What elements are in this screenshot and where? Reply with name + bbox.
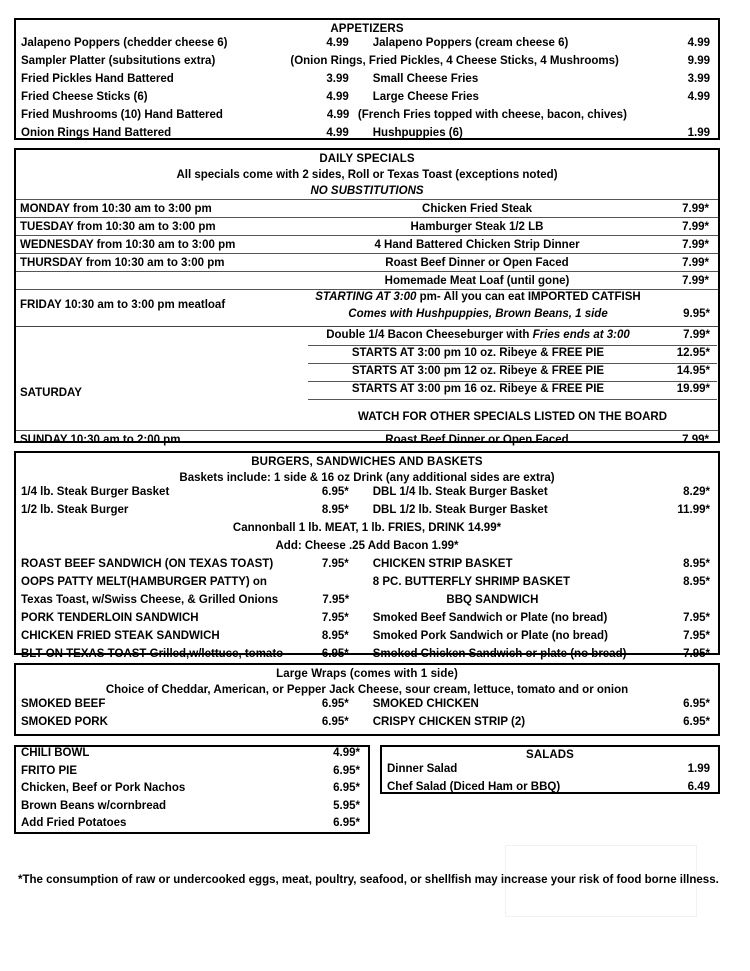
item-name: Sampler Platter (subsitutions extra)	[21, 55, 216, 67]
item-name: BLT ON TEXAS TOAST Grilled,w/lettuce, tomato	[21, 648, 284, 660]
special-day: FRIDAY 10:30 am to 3:00 pm meatloaf	[20, 299, 226, 311]
item-name: Chef Salad (Diced Ham or BBQ)	[387, 780, 561, 793]
item-name: Fried Cheese Sticks (6)	[21, 91, 148, 103]
item-name: Smoked Beef Sandwich or Plate (no bread)	[372, 612, 608, 624]
wraps-title: Large Wraps (comes with 1 side)	[276, 668, 458, 680]
item-name: Chicken, Beef or Pork Nachos	[21, 782, 186, 794]
appetizers-section	[14, 18, 720, 140]
item-price: 4.99	[687, 91, 711, 103]
appetizers-title: APPETIZERS	[330, 23, 404, 35]
item-name: CHILI BOWL	[21, 747, 90, 759]
item-price: 1.99	[687, 763, 710, 775]
special-row-tuesday	[16, 217, 718, 235]
menu-item-row	[16, 800, 368, 818]
special-price: 7.99*	[682, 433, 709, 446]
item-name: Fried Pickles Hand Battered	[21, 73, 174, 85]
item-name: 1/2 lb. Steak Burger	[21, 504, 129, 516]
saturday-item-0	[308, 329, 648, 341]
menu-item-row	[16, 765, 368, 783]
item-price: 8.95*	[683, 576, 711, 588]
special-row-thursday	[16, 253, 718, 271]
saturday-price-3: 19.99*	[676, 383, 710, 395]
friday-start-time: STARTING AT 3:00	[315, 291, 417, 303]
item-price: 7.95*	[683, 630, 711, 642]
row-divider	[308, 363, 717, 364]
special-description: Roast Beef Dinner or Open Faced	[385, 256, 569, 269]
item-name: DBL 1/2 lb. Steak Burger Basket	[372, 504, 548, 516]
special-price: 7.99*	[682, 238, 709, 251]
item-name: Fried Mushrooms (10) Hand Battered	[21, 109, 223, 121]
item-price: 7.95*	[321, 612, 349, 624]
menu-item-row	[16, 817, 368, 835]
wraps-section	[14, 663, 720, 736]
special-row-sunday	[16, 430, 718, 448]
item-name: CHICKEN FRIED STEAK SANDWICH	[21, 630, 220, 642]
burgers-title: BURGERS, SANDWICHES AND BASKETS	[251, 456, 483, 468]
item-price: 4.99	[687, 37, 711, 49]
friday-catfish-text: pm- All you can eat IMPORTED CATFISH	[416, 291, 641, 303]
item-price: 7.95*	[683, 648, 711, 660]
item-price: 6.95*	[333, 817, 360, 829]
item-name: Jalapeno Poppers (chedder cheese 6)	[21, 37, 228, 49]
saturday-item-1: STARTS AT 3:00 pm 10 oz. Ribeye & FREE PIE	[351, 347, 605, 359]
no-substitutions-note: NO SUBSTITUTIONS	[310, 185, 424, 197]
item-price: 6.95*	[321, 698, 349, 710]
item-price: 6.95*	[333, 764, 360, 777]
menu-item-row	[16, 91, 718, 109]
menu-item-row	[16, 716, 718, 734]
item-name: Smoked Chicken Sandwich or plate (no bread)	[372, 648, 627, 660]
item-price: 6.95*	[683, 698, 711, 710]
special-row-wednesday	[16, 235, 718, 253]
special-day: SATURDAY	[20, 387, 82, 399]
item-price: 3.99	[326, 73, 349, 85]
special-description: Homemade Meat Loaf (until gone)	[384, 274, 570, 287]
special-description-line1	[308, 291, 648, 303]
special-price: 7.99*	[682, 220, 709, 233]
menu-item-row	[16, 504, 718, 522]
item-name: BBQ SANDWICH	[446, 594, 539, 606]
specials-grid	[16, 199, 718, 448]
special-price: 9.95*	[683, 308, 710, 320]
item-price: 6.95*	[321, 716, 349, 728]
saturday-price-0: 7.99*	[683, 329, 710, 341]
special-price: 7.99*	[682, 274, 709, 287]
item-price: 6.49	[687, 780, 710, 793]
menu-item-row	[382, 781, 718, 799]
menu-item-row	[16, 486, 718, 504]
special-price: 7.99*	[682, 202, 709, 215]
item-price: 6.95*	[683, 716, 711, 728]
specials-title: DAILY SPECIALS	[319, 153, 415, 165]
saturday-item-2: STARTS AT 3:00 pm 12 oz. Ribeye & FREE PIE	[351, 365, 605, 377]
item-name: Brown Beans w/cornbread	[21, 799, 167, 812]
item-name: ROAST BEEF SANDWICH (ON TEXAS TOAST)	[21, 558, 274, 570]
special-day: MONDAY from 10:30 am to 3:00 pm	[20, 202, 212, 215]
menu-item-row	[16, 782, 368, 800]
item-name: SMOKED PORK	[21, 716, 108, 728]
item-price: 4.99	[326, 127, 349, 139]
item-price: 1.99	[687, 127, 711, 139]
row-divider	[308, 399, 717, 400]
item-name: CHICKEN STRIP BASKET	[372, 558, 513, 570]
item-name: Onion Rings Hand Battered	[21, 127, 172, 139]
item-price: 4.99	[326, 37, 349, 49]
item-name: Hushpuppies (6)	[372, 127, 463, 139]
addons-note: Add: Cheese .25 Add Bacon 1.99*	[275, 540, 459, 552]
item-price: 6.95*	[321, 648, 349, 660]
saturday-item-0-italic: Fries ends at 3:00	[532, 329, 630, 341]
special-day: THURSDAY from 10:30 am to 3:00 pm	[20, 256, 225, 269]
item-name: Smoked Pork Sandwich or Plate (no bread)	[372, 630, 608, 642]
burgers-subtitle: Baskets include: 1 side & 16 oz Drink (any additional sides are extra)	[179, 472, 555, 484]
item-price: 4.99	[326, 91, 349, 103]
burgers-section	[14, 451, 720, 660]
item-price: 4.99	[326, 109, 350, 121]
special-row-saturday	[16, 326, 718, 430]
menu-item-row	[16, 558, 718, 576]
board-specials-note: WATCH FOR OTHER SPECIALS LISTED ON THE BOARD	[357, 411, 667, 423]
special-row-friday	[16, 289, 718, 326]
item-name: SMOKED CHICKEN	[372, 698, 479, 710]
item-name: Jalapeno Poppers (cream cheese 6)	[372, 37, 569, 49]
special-description-line2: Comes with Hushpuppies, Brown Beans, 1 side	[348, 308, 608, 320]
item-description: (French Fries topped with cheese, bacon, chives)	[357, 109, 627, 121]
special-day: SUNDAY 10:30 am to 2:00 pm	[20, 433, 181, 446]
item-name: Add Fried Potatoes	[21, 817, 127, 829]
sides-section	[14, 745, 370, 834]
menu-item-row	[16, 127, 718, 145]
item-price: 9.99	[687, 55, 710, 67]
menu-item-row	[16, 698, 718, 716]
specials-subtitle: All specials come with 2 sides, Roll or Texas Toast (exceptions noted)	[176, 169, 558, 181]
salads-section	[380, 745, 720, 794]
menu-item-row	[16, 73, 718, 91]
item-name: FRITO PIE	[21, 764, 78, 777]
special-day: TUESDAY from 10:30 am to 3:00 pm	[20, 220, 216, 233]
wraps-subtitle: Choice of Cheddar, American, or Pepper Jack Cheese, sour cream, lettuce, tomato and or onion	[105, 684, 629, 696]
item-name: Small Cheese Fries	[372, 73, 479, 85]
cannonball-item: Cannonball 1 lb. MEAT, 1 lb. FRIES, DRINK 14.99*	[232, 522, 502, 534]
menu-item-row	[16, 747, 368, 765]
menu-item-row	[16, 37, 718, 55]
item-name: Large Cheese Fries	[372, 91, 479, 103]
item-price: 8.95*	[321, 504, 349, 516]
row-divider	[308, 381, 717, 382]
item-price: 8.95*	[321, 630, 349, 642]
item-name: 8 PC. BUTTERFLY SHRIMP BASKET	[372, 576, 570, 588]
item-price: 7.95*	[322, 594, 350, 606]
item-description: (Onion Rings, Fried Pickles, 4 Cheese Sticks, 4 Mushrooms)	[290, 55, 619, 67]
saturday-item-0-text: Double 1/4 Bacon Cheeseburger with	[326, 329, 533, 341]
item-name: SMOKED BEEF	[21, 698, 106, 710]
salads-title: SALADS	[526, 749, 574, 761]
item-price: 8.29*	[683, 486, 711, 498]
item-price: 6.95*	[333, 782, 360, 794]
saturday-item-3: STARTS AT 3:00 pm 16 oz. Ribeye & FREE PIE	[351, 383, 605, 395]
row-divider	[308, 345, 717, 346]
item-price: 7.95*	[683, 612, 711, 624]
item-name: OOPS PATTY MELT(HAMBURGER PATTY) on	[21, 576, 267, 588]
item-name: PORK TENDERLOIN SANDWICH	[21, 612, 199, 624]
item-price: 8.95*	[683, 558, 711, 570]
special-day: WEDNESDAY from 10:30 am to 3:00 pm	[20, 238, 236, 251]
menu-item-row	[16, 576, 718, 594]
item-name: Dinner Salad	[387, 763, 458, 775]
item-price: 3.99	[687, 73, 711, 85]
menu-item-row	[16, 630, 718, 648]
item-price: 4.99*	[333, 747, 360, 759]
special-row-monday	[16, 199, 718, 217]
special-description: Hamburger Steak 1/2 LB	[410, 220, 544, 233]
item-price: 6.95*	[321, 486, 349, 498]
special-price: 7.99*	[682, 256, 709, 269]
daily-specials-section	[14, 148, 720, 446]
menu-item-row	[382, 763, 718, 781]
menu-item-row	[16, 109, 718, 127]
special-description: Roast Beef Dinner or Open Faced	[385, 433, 569, 446]
item-name: CRISPY CHICKEN STRIP (2)	[372, 716, 526, 728]
item-name: Texas Toast, w/Swiss Cheese, & Grilled Onions	[21, 594, 279, 606]
saturday-price-1: 12.95*	[676, 347, 710, 359]
menu-item-row	[16, 594, 718, 612]
item-name: DBL 1/4 lb. Steak Burger Basket	[372, 486, 548, 498]
menu-item-row	[16, 55, 718, 73]
item-price: 11.99*	[677, 504, 711, 516]
disclaimer-text: *The consumption of raw or undercooked eggs, meat, poultry, seafood, or shellfish may increase your risk of food borne illness.	[18, 874, 719, 886]
menu-item-row	[16, 612, 718, 630]
item-name: 1/4 lb. Steak Burger Basket	[21, 486, 170, 498]
item-price: 7.95*	[321, 558, 349, 570]
special-description: Chicken Fried Steak	[422, 202, 532, 215]
saturday-price-2: 14.95*	[676, 365, 710, 377]
special-row-meatloaf	[16, 271, 718, 289]
special-description: 4 Hand Battered Chicken Strip Dinner	[374, 238, 580, 251]
item-price: 5.95*	[333, 799, 360, 812]
